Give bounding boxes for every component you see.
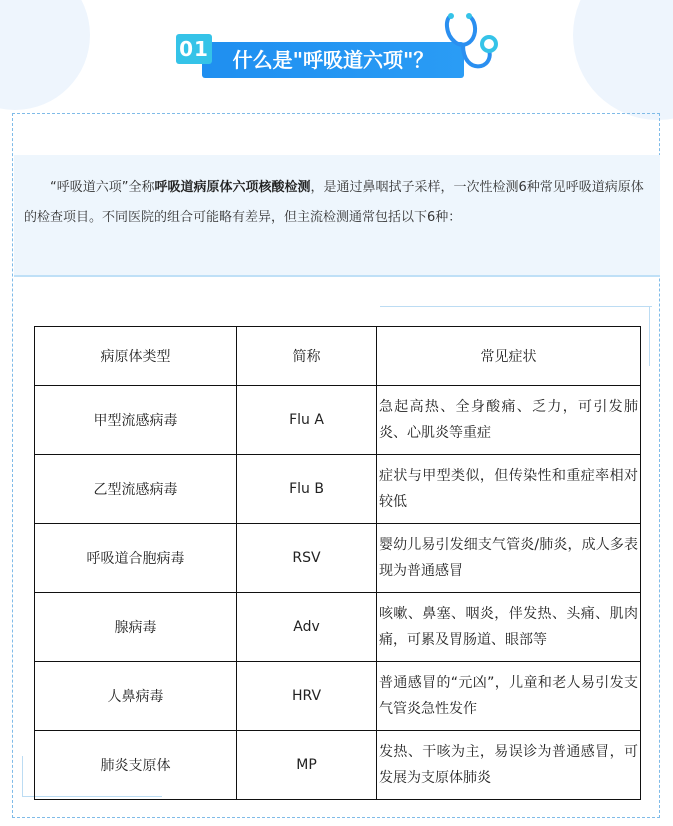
pathogen-type: 甲型流感病毒 — [35, 386, 237, 455]
intro-text: “呼吸道六项”全称呼吸道病原体六项核酸检测，是通过鼻咽拭子采样，一次性检测6种常见呼吸道病原体的检查项目。不同医院的组合可能略有差异，但主流检测通常包括以下6种： — [24, 180, 644, 225]
header-pathogen-type: 病原体类型 — [35, 327, 237, 386]
pathogen-abbr: Adv — [237, 593, 377, 662]
table-header-row — [35, 327, 641, 386]
stethoscope-icon — [441, 12, 501, 76]
pathogen-abbr: MP — [237, 731, 377, 800]
pathogen-type: 肺炎支原体 — [35, 731, 237, 800]
table-row — [35, 386, 641, 455]
table-row — [35, 455, 641, 524]
pathogen-symptom: 症状与甲型类似，但传染性和重症率相对较低 — [377, 455, 641, 524]
header-symptoms: 常见症状 — [377, 327, 641, 386]
background-circle-left — [0, 0, 90, 110]
table-row — [35, 524, 641, 593]
pathogen-symptom: 普通感冒的“元凶”，儿童和老人易引发支气管炎急性发作 — [377, 662, 641, 731]
pathogen-abbr: HRV — [237, 662, 377, 731]
section-header — [176, 34, 476, 82]
section-number-badge: 01 — [176, 34, 212, 64]
pathogen-type: 呼吸道合胞病毒 — [35, 524, 237, 593]
pathogen-type: 腺病毒 — [35, 593, 237, 662]
decor-line-vertical-left — [22, 756, 23, 796]
table-row — [35, 593, 641, 662]
pathogen-abbr: RSV — [237, 524, 377, 593]
pathogen-abbr: Flu A — [237, 386, 377, 455]
table-row — [35, 662, 641, 731]
pathogen-symptom: 发热、干咳为主，易误诊为普通感冒，可发展为支原体肺炎 — [377, 731, 641, 800]
pathogen-symptom: 婴幼儿易引发细支气管炎/肺炎，成人多表现为普通感冒 — [377, 524, 641, 593]
table-row — [35, 731, 641, 800]
pathogen-table — [34, 326, 641, 800]
header-abbreviation: 简称 — [237, 327, 377, 386]
decor-line-vertical-right — [649, 306, 650, 366]
background-circle-right — [573, 0, 673, 120]
pathogen-symptom: 急起高热、全身酸痛、乏力，可引发肺炎、心肌炎等重症 — [377, 386, 641, 455]
intro-panel — [14, 155, 660, 277]
pathogen-type: 人鼻病毒 — [35, 662, 237, 731]
pathogen-symptom: 咳嗽、鼻塞、咽炎，伴发热、头痛、肌肉痛，可累及胃肠道、眼部等 — [377, 593, 641, 662]
pathogen-type: 乙型流感病毒 — [35, 455, 237, 524]
decor-line-top-right — [380, 306, 652, 307]
section-title: 什么是"呼吸道六项"？ — [202, 42, 464, 78]
pathogen-abbr: Flu B — [237, 455, 377, 524]
intro-bold-term: 呼吸道病原体六项核酸检测 — [154, 180, 311, 195]
